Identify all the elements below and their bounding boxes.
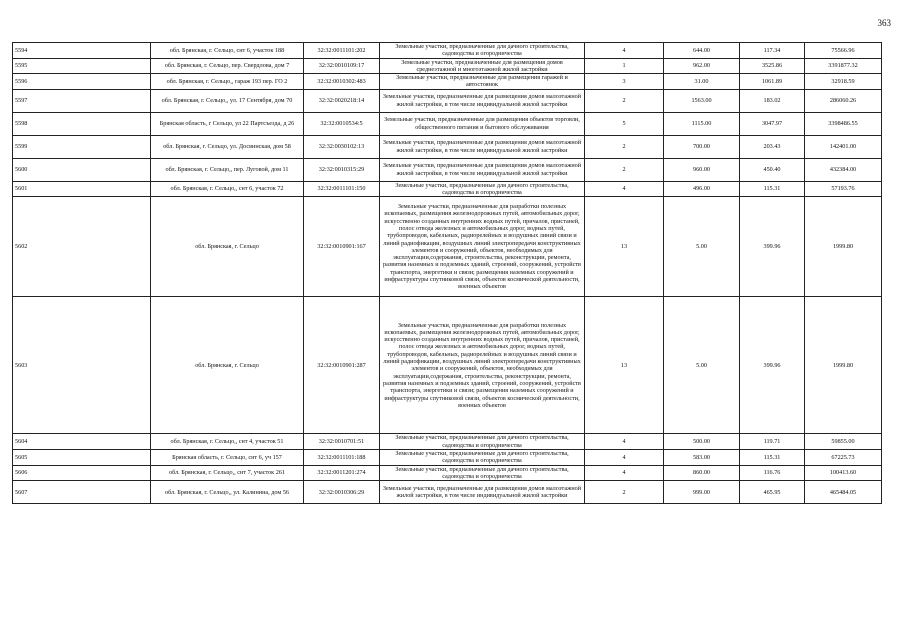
specific-value-cell: 203.43: [740, 135, 805, 158]
land-use-cell: Земельные участки, предназначенные для размещения объектов торговли, общественного питания и бытового обслуживания: [380, 112, 585, 135]
row-number: 5601: [13, 181, 151, 197]
area-cell: 1563.00: [664, 89, 740, 112]
specific-value-cell: 1061.89: [740, 74, 805, 90]
row-number: 5607: [13, 481, 151, 504]
row-number: 5604: [13, 434, 151, 450]
address-cell: Брянская область, г Сельцо, ул 22 Партсъезда, д 26: [151, 112, 304, 135]
cadastral-value-cell: 3391877.32: [805, 58, 882, 74]
table-body: [13, 43, 882, 504]
table-row: [13, 43, 882, 59]
area-cell: 860.00: [664, 465, 740, 481]
specific-value-cell: 399.96: [740, 297, 805, 434]
group-code-cell: 2: [585, 481, 664, 504]
row-number: 5603: [13, 297, 151, 434]
specific-value-cell: 183.02: [740, 89, 805, 112]
cadastral-value-cell: 1999.80: [805, 197, 882, 297]
cadastral-value-cell: 59855.00: [805, 434, 882, 450]
address-cell: обл. Брянская, г. Сельцо: [151, 197, 304, 297]
row-number: 5602: [13, 197, 151, 297]
land-use-cell: Земельные участки, предназначенные для размещения домов малоэтажной жилой застройки, в том числе индивидуальной жилой застройки: [380, 89, 585, 112]
cadastral-value-cell: 286060.26: [805, 89, 882, 112]
address-cell: обл. Брянская, г. Сельцо, снт 6, участок 188: [151, 43, 304, 59]
cadastral-number-cell: 32:32:0011201:274: [304, 465, 380, 481]
cadastral-number-cell: 32:32:0010901:167: [304, 197, 380, 297]
row-number: 5599: [13, 135, 151, 158]
cadastral-number-cell: 32:32:0011101:202: [304, 43, 380, 59]
cadastral-number-cell: 32:32:0010306:29: [304, 481, 380, 504]
cadastral-value-cell: 3398486.55: [805, 112, 882, 135]
cadastral-value-cell: 57193.76: [805, 181, 882, 197]
cadastral-number-cell: 32:32:0030102:13: [304, 135, 380, 158]
cadastral-number-cell: 32:32:0010302:483: [304, 74, 380, 90]
cadastral-value-cell: 432384.00: [805, 158, 882, 181]
address-cell: обл. Брянская, г. Сельцо: [151, 297, 304, 434]
address-cell: обл. Брянская, г. Сельцо,, ул. 17 Сентября, дом 70: [151, 89, 304, 112]
group-code-cell: 13: [585, 197, 664, 297]
group-code-cell: 4: [585, 43, 664, 59]
table-row: [13, 89, 882, 112]
row-number: 5606: [13, 465, 151, 481]
cadastral-number-cell: 32:32:0010701:51: [304, 434, 380, 450]
address-cell: Брянская область, г. Сельцо, снт 6, уч 157: [151, 449, 304, 465]
table-row: [13, 481, 882, 504]
land-use-cell: Земельные участки, предназначенные для дачного строительства, садоводства и огородничества: [380, 43, 585, 59]
address-cell: обл. Брянская, г. Сельцо,, пер. Луговой, дом 11: [151, 158, 304, 181]
land-use-cell: Земельные участки, предназначенные для размещения домов малоэтажной жилой застройки, в том числе индивидуальной жилой застройки: [380, 135, 585, 158]
group-code-cell: 4: [585, 434, 664, 450]
group-code-cell: 2: [585, 135, 664, 158]
land-use-cell: Земельные участки, предназначенные для дачного строительства, садоводства и огородничества: [380, 465, 585, 481]
table-row: [13, 74, 882, 90]
area-cell: 5.00: [664, 197, 740, 297]
cadastral-number-cell: 32:32:0011101:150: [304, 181, 380, 197]
group-code-cell: 4: [585, 465, 664, 481]
specific-value-cell: 115.31: [740, 449, 805, 465]
group-code-cell: 5: [585, 112, 664, 135]
table-row: [13, 112, 882, 135]
area-cell: 962.00: [664, 58, 740, 74]
area-cell: 500.00: [664, 434, 740, 450]
address-cell: обл. Брянская, г. Сельцо,, ул. Калинина, дом 56: [151, 481, 304, 504]
specific-value-cell: 3525.86: [740, 58, 805, 74]
cadastral-number-cell: 32:32:0010534:5: [304, 112, 380, 135]
cadastral-value-cell: 465484.05: [805, 481, 882, 504]
specific-value-cell: 3047.97: [740, 112, 805, 135]
land-use-cell: Земельные участки, предназначенные для дачного строительства, садоводства и огородничества: [380, 181, 585, 197]
specific-value-cell: 465.95: [740, 481, 805, 504]
land-use-cell: Земельные участки, предназначенные для дачного строительства, садоводства и огородничества: [380, 434, 585, 450]
row-number: 5594: [13, 43, 151, 59]
table-row: [13, 434, 882, 450]
page-number: 363: [877, 18, 891, 28]
group-code-cell: 4: [585, 449, 664, 465]
group-code-cell: 2: [585, 158, 664, 181]
row-number: 5596: [13, 74, 151, 90]
row-number: 5605: [13, 449, 151, 465]
land-use-cell: Земельные участки, предназначенные для размещения домов среднеэтажной и многоэтажной жилой застройки: [380, 58, 585, 74]
group-code-cell: 2: [585, 89, 664, 112]
specific-value-cell: 115.31: [740, 181, 805, 197]
row-number: 5595: [13, 58, 151, 74]
area-cell: 999.00: [664, 481, 740, 504]
cadastral-number-cell: 32:32:0010315:29: [304, 158, 380, 181]
cadastral-value-cell: 67225.73: [805, 449, 882, 465]
land-registry-table: [12, 42, 882, 504]
cadastral-value-cell: 100413.60: [805, 465, 882, 481]
group-code-cell: 4: [585, 181, 664, 197]
row-number: 5598: [13, 112, 151, 135]
group-code-cell: 13: [585, 297, 664, 434]
group-code-cell: 3: [585, 74, 664, 90]
table-row: [13, 58, 882, 74]
cadastral-value-cell: 1999.80: [805, 297, 882, 434]
land-use-cell: Земельные участки, предназначенные для разработки полезных ископаемых, размещения железнодорожных путей, автомобильных дорог, искусственно созданных внутренних водных путей, причалов, пристаней, полос отвода железных и автомобильных дорог, водных путей, трубопроводов, кабельных, радиорелейных и воздушных линий связи и линий радиофикации, воздушных линий электропередачи конструктивных элементов и сооружений, объектов, необходимых для эксплуатации,содержания, строительства, реконструкции, ремонта, развития наземных и подземных зданий, строений, сооружений, устройств транспорта, энергетики и связи; размещения наземных сооружений и инфраструктуры спутниковой связи, объектов космической деятельности, военных объектов: [380, 197, 585, 297]
area-cell: 700.00: [664, 135, 740, 158]
area-cell: 960.00: [664, 158, 740, 181]
land-use-cell: Земельные участки, предназначенные для размещения домов малоэтажной жилой застройки, в том числе индивидуальной жилой застройки: [380, 481, 585, 504]
land-use-cell: Земельные участки, предназначенные для размещения домов малоэтажной жилой застройки, в том числе индивидуальной жилой застройки: [380, 158, 585, 181]
cadastral-value-cell: 32918.59: [805, 74, 882, 90]
table-row: [13, 449, 882, 465]
area-cell: 31.00: [664, 74, 740, 90]
specific-value-cell: 450.40: [740, 158, 805, 181]
area-cell: 1115.00: [664, 112, 740, 135]
land-use-cell: Земельные участки, предназначенные для разработки полезных ископаемых, размещения железнодорожных путей, автомобильных дорог, искусственно созданных внутренних водных путей, причалов, пристаней, полос отвода железных и автомобильных дорог, водных путей, трубопроводов, кабельных, радиорелейных и воздушных линий связи и линий радиофикации, воздушных линий электропередачи конструктивных элементов и сооружений, объектов, необходимых для эксплуатации,содержания, строительства, реконструкции, ремонта, развития наземных и подземных зданий, строений, сооружений, устройств транспорта, энергетики и связи; размещения наземных сооружений и инфраструктуры спутниковой связи, объектов космической деятельности, военных объектов: [380, 297, 585, 434]
table-row: [13, 181, 882, 197]
address-cell: обл. Брянская, г. Сельцо,, гараж 193 пер. ГО 2: [151, 74, 304, 90]
specific-value-cell: 116.76: [740, 465, 805, 481]
cadastral-number-cell: 32:32:0011101:188: [304, 449, 380, 465]
table-row: [13, 465, 882, 481]
address-cell: обл. Брянская, г. Сельцо,, снт 6, участок 72: [151, 181, 304, 197]
cadastral-number-cell: 32:32:0020218:14: [304, 89, 380, 112]
specific-value-cell: 399.96: [740, 197, 805, 297]
cadastral-value-cell: 142401.00: [805, 135, 882, 158]
area-cell: 644.00: [664, 43, 740, 59]
row-number: 5600: [13, 158, 151, 181]
land-use-cell: Земельные участки, предназначенные для дачного строительства, садоводства и огородничества: [380, 449, 585, 465]
cadastral-value-cell: 75566.96: [805, 43, 882, 59]
cadastral-number-cell: 32:32:0010901:287: [304, 297, 380, 434]
group-code-cell: 1: [585, 58, 664, 74]
table-row: [13, 135, 882, 158]
address-cell: обл. Брянская, г. Сельцо, ул. Досвинская, дом 58: [151, 135, 304, 158]
specific-value-cell: 117.34: [740, 43, 805, 59]
area-cell: 583.00: [664, 449, 740, 465]
land-use-cell: Земельные участки, предназначенные для размещения гаражей и автостоянок: [380, 74, 585, 90]
table-row: [13, 158, 882, 181]
table-row: [13, 297, 882, 434]
cadastral-number-cell: 32:32:0010109:17: [304, 58, 380, 74]
specific-value-cell: 119.71: [740, 434, 805, 450]
area-cell: 5.00: [664, 297, 740, 434]
address-cell: обл. Брянская, г. Сельцо, пер. Свердлова, дом 7: [151, 58, 304, 74]
area-cell: 496.00: [664, 181, 740, 197]
row-number: 5597: [13, 89, 151, 112]
table-row: [13, 197, 882, 297]
address-cell: обл. Брянская, г. Сельцо,, снт 4, участок 51: [151, 434, 304, 450]
address-cell: обл. Брянская, г. Сельцо,, снт 7, участок 261: [151, 465, 304, 481]
